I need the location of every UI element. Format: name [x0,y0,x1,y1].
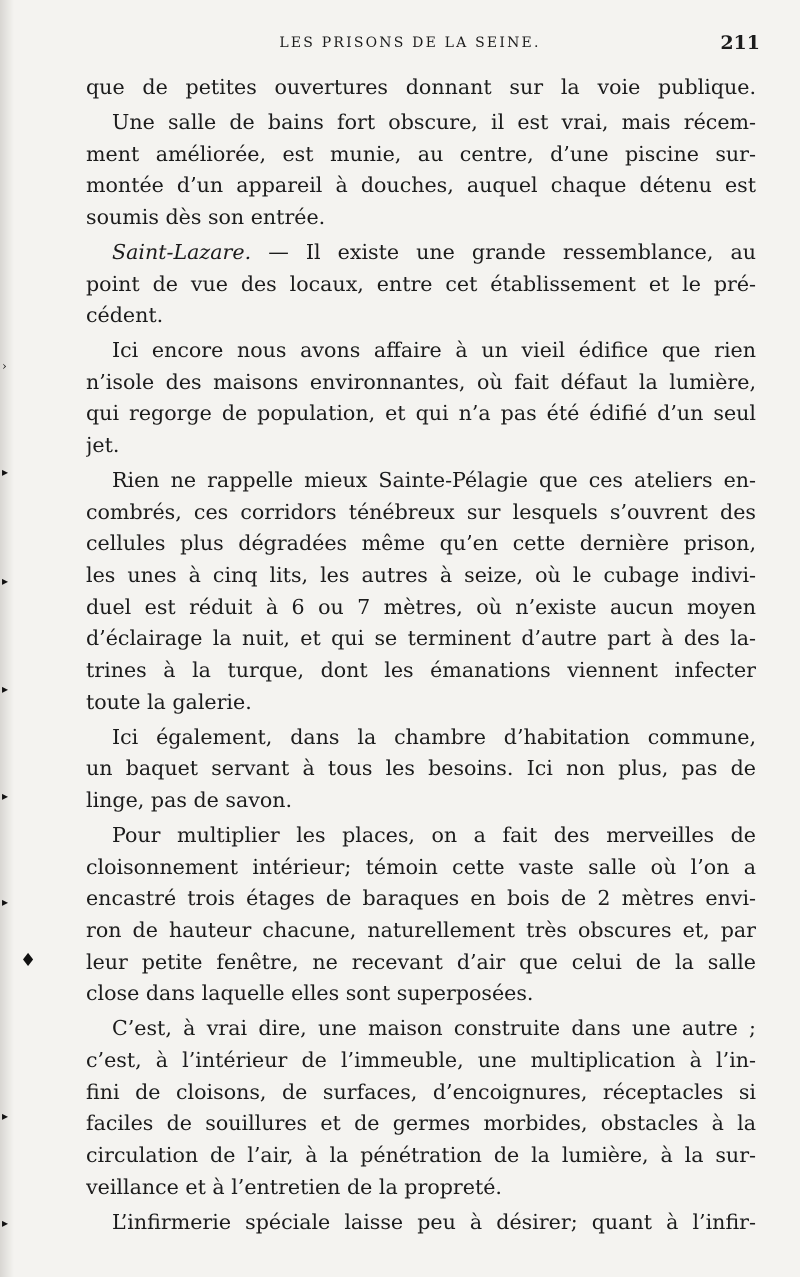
text-line: point de vue des locaux, entre cet établissement et le pré- [86,271,756,296]
text-line: cédent. [86,303,164,328]
page-number: 211 [720,32,760,54]
text-line: cellules plus dégradées même qu’en cette dernière prison, [86,531,756,556]
text-line: Ici également, dans la chambre d’habitation commune, [112,724,756,749]
text-line: les unes à cinq lits, les autres à seize, où le cubage indivi- [86,563,756,588]
text-line: toute la galerie. [86,689,252,714]
text-line: d’éclairage la nuit, et qui se terminent d’autre part à des la- [86,626,756,651]
margin-mark: ▸ [2,1216,9,1230]
text-line: encastré trois étages de baraques en bois de 2 mètres envi- [86,886,756,911]
text-line: un baquet servant à tous les besoins. Ici non plus, pas de [86,756,756,781]
text-line: Rien ne rappelle mieux Sainte-Pélagie que ces ateliers en- [112,468,756,492]
text-line: ment améliorée, est munie, au centre, d’une piscine sur- [86,141,756,166]
margin-mark: › [2,359,7,373]
text-line: qui regorge de population, et qui n’a pas été édifié d’un seul [86,401,756,426]
margin-mark: ▸ [2,789,9,803]
text-line: L’infirmerie spéciale laisse peu à désirer; quant à l’infir- [112,1209,756,1234]
text-line: duel est réduit à 6 ou 7 mètres, où n’existe aucun moyen [86,594,756,619]
text-line-saint-lazare: Saint-Lazare. — Il existe une grande ressemblance, au [112,239,756,264]
text-line: montée d’un appareil à douches, auquel chaque détenu est [86,173,756,198]
text-line: n’isole des maisons environnantes, où fait défaut la lumière, [86,369,756,394]
margin-mark: ▸ [2,465,9,479]
margin-mark: ▸ [2,682,9,696]
page-header [60,32,760,63]
margin-mark: ▸ [2,1109,9,1123]
text-line: Pour multiplier les places, on a fait des merveilles de [112,822,756,847]
text-line: faciles de souillures et de germes morbides, obstacles à la [86,1111,756,1136]
text-line: jet. [86,433,120,458]
text-line: fini de cloisons, de surfaces, d’encoignures, réceptacles si [86,1079,756,1104]
body-text [86,72,756,1238]
text-line: linge, pas de savon. [86,788,293,813]
text-line: leur petite fenêtre, ne recevant d’air que celui de la salle [86,949,756,974]
text-line: C’est, à vrai dire, une maison construite dans une autre ; [112,1016,756,1041]
text-line: cloisonnement intérieur; témoin cette vaste salle où l’on a [86,854,756,879]
text-line: soumis dès son entrée. [86,204,326,229]
page-gutter-shadow [0,0,14,1277]
margin-mark: ♦ [20,950,37,971]
text-line: veillance et à l’entretien de la propreté. [86,1174,502,1199]
text-line: close dans laquelle elles sont superposées. [86,981,534,1006]
text-line: ron de hauteur chacune, naturellement très obscures et, par [86,918,756,942]
margin-mark: ▸ [2,895,9,909]
text-line: circulation de l’air, à la pénétration de la lumière, à la sur- [86,1143,756,1167]
text-line: Ici encore nous avons affaire à un vieil édifice que rien [112,338,756,363]
text-line: combrés, ces corridors ténébreux sur lesquels s’ouvrent des [86,499,756,524]
text-line: c’est, à l’intérieur de l’immeuble, une multiplication à l’in- [86,1047,756,1072]
text-line: trines à la turque, dont les émanations viennent infecter [86,658,756,683]
text-line: que de petites ouvertures donnant sur la voie publique. [86,75,756,99]
margin-mark: ▸ [2,574,9,588]
running-head: LES PRISONS DE LA SEINE. [279,35,541,51]
text-line: Une salle de bains fort obscure, il est vrai, mais récem- [112,109,756,134]
